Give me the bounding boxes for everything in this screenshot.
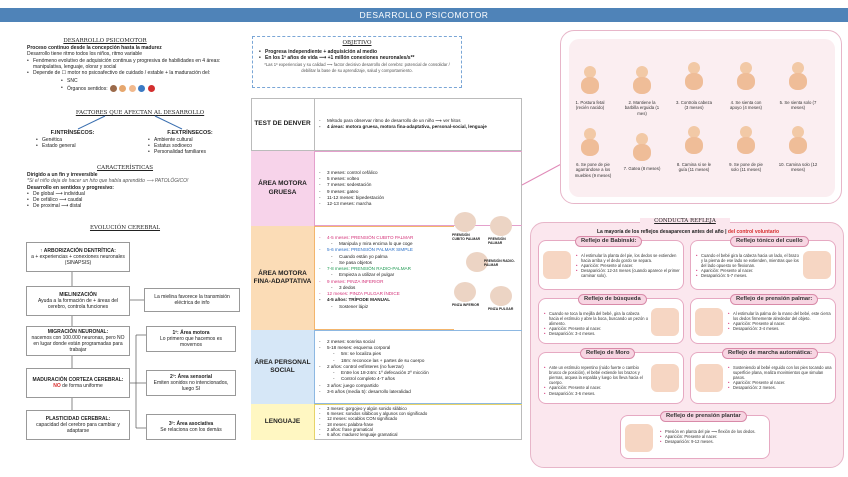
baby-5-icon (784, 62, 812, 94)
char-bullet: • De proximal ⟶ distal (27, 203, 242, 209)
baby-2-icon (628, 66, 656, 98)
char-bullet: • De cefálico ⟶ caudal (27, 197, 242, 203)
reflex-line: • Desaparición: 9-12 meses. (660, 439, 766, 444)
reflexes-title: CONDUCTA REFLEJA (640, 218, 730, 225)
extrinsic-item: • Estatus sodioeco (148, 143, 240, 149)
milestone-caption: 2. Mantiene la barbilla erguida (1 mes) (624, 100, 660, 116)
lenguaje-item: - 12 meses: vocablos CON significado (319, 417, 518, 422)
intrinsic-title: F.INTRÍNSECOS: (50, 130, 95, 136)
reflex-card-tonico (690, 240, 836, 290)
objetivo-bullet-1: • Progresa independiente + adquisición al medio (259, 49, 455, 55)
baby-4-icon (732, 62, 760, 94)
reflexes-intro (540, 229, 836, 235)
senses-label: Órganos sentidos: (67, 85, 108, 92)
page-banner: DESARROLLO PSICOMOTOR (0, 8, 848, 22)
extrinsic-item: • Ambiente cultural (148, 137, 240, 143)
grasp-label: PRENSIÓN CUBITO PALMAR (452, 233, 481, 242)
social-item: - 2 años: control esfínteres (no fuerzar) (319, 364, 518, 370)
reflex-line: • Aparición: Presente al nacer. (696, 268, 800, 273)
grasp-label: PINZA INFERIOR (452, 303, 480, 307)
foot-icon (543, 251, 571, 279)
reflex-line: • Sosteniendo al bebé erguido con los pies tocando una superficie plana, realiza movimientos que simulan pasos. (728, 365, 832, 380)
reflex-card-marcha (690, 352, 836, 404)
row-label-social: ÁREA PERSONAL SOCIAL (251, 330, 314, 404)
gruesa-item: - 12-13 meses: marcha (319, 201, 518, 207)
social-item: - 2 meses: sonrisa social (319, 339, 518, 345)
dp-heading: DESARROLLO PSICOMOTOR (63, 38, 147, 44)
reflex-title-tonico: Reflejo tónico del cuello (730, 236, 809, 247)
gruesa-item: - 5 meses: volteo (319, 176, 518, 182)
baby-moro-icon (651, 364, 679, 392)
lenguaje-item: - 2 años: frase gramatical (319, 428, 518, 433)
social-item: - 3-6 años (media 5): desarrollo lateralidad (319, 389, 518, 395)
reflex-line: • Aparición: Presente al nacer. (728, 380, 832, 385)
reflex-card-babinski (538, 240, 684, 290)
social-item: - Entre los 18-24m: 1º defecación 2º micción (333, 370, 518, 376)
char-line-2: *Si el niño deja de hacer un hito que había aprendido ⟶ PATOLÓGICO! (27, 178, 189, 185)
baby-7-icon (628, 133, 656, 165)
plast-body: capacidad del cerebro para cambiar y adaptarse (36, 421, 120, 435)
gruesa-item: - 9 meses: gateo (319, 189, 518, 195)
definition-bullet-2: • Depende de ☐ motor no psicoafectivo de cuidado / estable + la maduración del: (27, 70, 237, 76)
milestone-caption: 6. Se pone de pie agarrándose a los muebles (9 meses) (574, 162, 612, 178)
evolution-heading: EVOLUCIÓN CEREBRAL (89, 225, 161, 231)
fina-item: - 3 dedos (331, 285, 450, 291)
reflexes-intro-a: La mayoría de los reflejos desaparecen antes del año | (596, 229, 728, 235)
hand-grasp-icon (695, 308, 723, 336)
mad-body: de forma uniforme (62, 383, 103, 389)
denver-item: - Método para observar ritmo de desarrollo de un niño ⟶ ver hitos (319, 118, 518, 124)
reflex-line: • Al estimular la planta del pie, los dedos se extienden hacia arriba y el dedo gordo se separa. (576, 253, 680, 263)
reflex-line: • Aparición: Presente al nacer. (660, 434, 766, 439)
baby-10-icon (784, 126, 812, 158)
char-bullet: • De global ⟶ individual (27, 191, 242, 197)
milestone-caption: 4. Se sienta con apoyo (4 meses) (729, 100, 762, 111)
milestone-caption: 10. Camina solo (12 meses) (778, 162, 818, 173)
reflex-line: • Ante un estímulo repentino (ruido fuerte o cambio brusco de posición), el bebé extiende los brazos y piernas, arquea la espalda y luego los lleva hacia el cuerpo. (544, 365, 648, 385)
reflex-line: • Cuando se toca la mejilla del bebé, gira la cabeza hacia el estímulo y abre la boca, buscando un pezón o alimento. (544, 311, 648, 326)
grasp-label: PRENSIÓN PALMAR (488, 237, 506, 246)
arbor-body: a + experiencias + conexiones neuronales (SINAPSIS) (31, 253, 125, 267)
objetivo-title: OBJETIVO (342, 40, 372, 46)
denver-item: - 4 áreas: motora gruesa, motora fina-adaptativa, personal-social, lenguaje (319, 124, 518, 130)
social-item: - 3 años: juego compartido (319, 383, 518, 389)
char-line-1: Dirigido a un fin y irreversible (27, 172, 98, 178)
reflex-title-plantar: Reflejo de prensión plantar (660, 411, 747, 422)
reflex-line: • Al estimular la palma de la mano del bebé, este cierra los dedos firmemente alrededor del objeto. (728, 311, 832, 321)
baby-1-icon (576, 66, 604, 98)
extrinsic-title: F.EXTRÍNSECOS: (167, 130, 213, 136)
reflex-line: • Presión en planta del pie ⟶ flexión de los dedos. (660, 429, 766, 434)
milestone-caption: 7. Gatea (8 meses) (623, 166, 661, 171)
reflex-line: • Desaparición: 3-6 meses. (544, 391, 648, 396)
area3-body: Se relaciona con los demás (160, 427, 222, 433)
fina-item: - 4-5 años: TRÍPODE MANUAL (319, 297, 450, 303)
fina-item: - 9 meses: PINZA INFERIOR (319, 279, 450, 285)
extrinsic-item: • Personalidad familiares (148, 149, 240, 155)
fina-item: - Empieza a utilizar el pulgar (331, 272, 450, 278)
social-item: - 18m: reconoce las + partes de su cuerpo (333, 358, 518, 364)
milestone-caption: 1. Postura fetal (recién nacido) (575, 100, 605, 111)
reflex-line: • Aparición: Presente al nacer. (544, 326, 648, 331)
fina-item: - 5-6 meses: PRENSIÓN PALMAR SIMPLE (319, 247, 450, 253)
reflex-title-marcha: Reflejo de marcha automática: (722, 348, 818, 359)
lenguaje-item: - 6 años: madurez lenguaje gramatical (319, 433, 518, 438)
baby-walk-icon (695, 364, 723, 392)
fina-item: - 12 meses: PINZA PULGAR ÍNDICE (319, 291, 450, 297)
objetivo-bullet-2: • En los 1º años de vida ⟶ +1 millón conexiones neuronales/s** (259, 55, 455, 61)
objetivo-note: *Las 1º experiencias y su calidad ⟶ factor decisivo desarrollo del cerebro: potencial de consolidar / debilitar la base de su aprendizaje, salud y comportamiento. (264, 62, 450, 73)
milestone-caption: 5. Se sienta solo (7 meses) (779, 100, 817, 111)
milestones-grid (568, 38, 834, 196)
lenguaje-item: - 3 meses: gorgojeo y algún sonido silábico (319, 407, 518, 412)
reflex-title-moro: Reflejo de Moro (580, 348, 635, 359)
reflex-card-moro (538, 352, 684, 404)
arbor-title: ↑ ARBORIZACIÓN DENTRÍTICA: (40, 247, 116, 254)
social-item: - 5-18 meses: esquema corporal (319, 345, 518, 351)
reflex-line: • Aparición: Presente al nacer. (576, 263, 680, 268)
fina-item: - Se pasa objetos (331, 260, 450, 266)
row-label-gruesa: ÁREA MOTORA GRUESA (251, 151, 314, 226)
row-label-lenguaje: LENGUAJE (251, 404, 314, 440)
social-item: - Control completo 4-7 años (333, 376, 518, 382)
social-item: - 5m: se localiza pies (333, 351, 518, 357)
miel-body: Ayuda a la formación de + áreas del cerebro, controla funciones (37, 297, 119, 311)
reflexes-intro-b: del control voluntario (727, 229, 780, 235)
lenguaje-item: - 18 meses: palabra-frase (319, 423, 518, 428)
fina-item: - Cuando están yo palma (331, 254, 450, 260)
reflex-line: • Desaparición: 12-24 meses (cuando aparece el primer caminar solo). (576, 268, 680, 278)
mad-title: MADURACIÓN CORTEZA CEREBRAL: (32, 376, 124, 383)
reflex-line: • Desaparición: 3-4 meses. (728, 326, 832, 331)
reflex-line: • Cuando el bebé gira la cabeza hacia un lado, el brazo y la pierna de ese lado se extienden, mientras que los del lado opuesto se flexionan. (696, 253, 800, 268)
definition-line-1: Proceso continuo desde la concepción hasta la madurez (27, 45, 162, 51)
characteristics-heading: CARACTERÍSTICAS (96, 165, 154, 171)
fina-item: - Sostener lápiz (331, 304, 450, 310)
lenguaje-item: - 6 meses: sonidos silábicos y algunos con significado (319, 412, 518, 417)
intrinsic-item: • Estado general (36, 143, 115, 149)
plast-title: PLASTICIDAD CEREBRAL: (45, 415, 111, 422)
area3-title: 3º: Área asociativa (168, 420, 214, 427)
miel-side: La mielina favorece la transmisión eléctrica de info (154, 293, 230, 306)
mad-no: NO (53, 383, 61, 389)
reflex-title-busqueda: Reflejo de búsqueda (578, 294, 647, 305)
grasp-label: PRENSIÓN RADIO-PALMAR (484, 259, 515, 268)
reflex-line: • Desaparición: 5-7 meses. (696, 273, 800, 278)
area2-body: Emiten sonidos no intencionados, luego SI (153, 379, 229, 393)
miel-title: MIELINIZACIÓN (59, 291, 97, 298)
reflex-line: • Desaparición: 2 meses. (728, 385, 832, 390)
definition-line-2: Desarrollo tiene ritmo todos los niños, ritmo variable (27, 51, 143, 58)
sub-bullet-snc: • SNC (61, 78, 237, 84)
gruesa-item: - 3 meses: control cefálico (319, 170, 518, 176)
baby-face-icon (651, 308, 679, 336)
fina-item: - Manipula y mira encima lo que coge (331, 241, 450, 247)
baby-3-icon (680, 62, 708, 94)
foot-grasp-icon (625, 424, 653, 452)
gruesa-item: - 7 meses: sedestación (319, 182, 518, 188)
milestone-caption: 3. Controla cabeza (3 meses) (675, 100, 713, 111)
definition-bullet-1: • Fenómeno evolutivo de adquisición continua y progresiva de habilidades en 4 áreas: manipulativa, lenguaje, olorar y social (27, 58, 237, 71)
area1-title: 1º: Área motora (172, 329, 210, 336)
area1-body: Lo primero que hacemos es movernos (160, 335, 222, 349)
migr-title: MIGRACIÓN NEURONAL: (47, 328, 109, 335)
milestone-caption: 8. Camina si se le guía (11 meses) (676, 162, 712, 173)
baby-6-icon (576, 128, 604, 160)
area2-title: 2º: Área sensorial (169, 373, 213, 380)
factors-heading: FACTORES QUE AFECTAN AL DESARROLLO (75, 110, 205, 116)
reflex-line: • Aparición: Presente al nacer. (728, 321, 832, 326)
row-label-fina: ÁREA MOTORA FINA-ADAPTATIVA (251, 226, 314, 330)
row-label-denver: TEST DE DENVER (251, 98, 314, 151)
baby-8-icon (680, 126, 708, 158)
fina-item: - 7-8 meses: PRENSIÓN RADIO-PALMAR (319, 266, 450, 272)
baby-9-icon (732, 126, 760, 158)
reflex-line: • Aparición: Presente al nacer. (544, 385, 648, 390)
reflex-title-palmar: Reflejo de prensión palmar: (730, 294, 818, 305)
char-line-3: Desarrollo en sentidos y progresivo: (27, 184, 114, 191)
baby-neck-icon (803, 251, 831, 279)
fina-item: - 4-5 meses: PRENSIÓN CUBITO PALMAR (319, 235, 450, 241)
intrinsic-item: • Genética (36, 137, 115, 143)
gruesa-item: - 11-12 meses: bipedestación (319, 195, 518, 201)
reflex-title-babinski: Reflejo de Babinski: (575, 236, 642, 247)
milestone-caption: 9. Se pone de pie solo (11 meses) (729, 162, 763, 173)
grasp-label: PINZA PULGAR (488, 307, 514, 311)
migr-body: nacemos con 100.000 neuronas, pero NO en lugar donde están programadas para trabajar (31, 334, 125, 354)
reflex-line: • Desaparición: 3-4 meses. (544, 331, 648, 336)
